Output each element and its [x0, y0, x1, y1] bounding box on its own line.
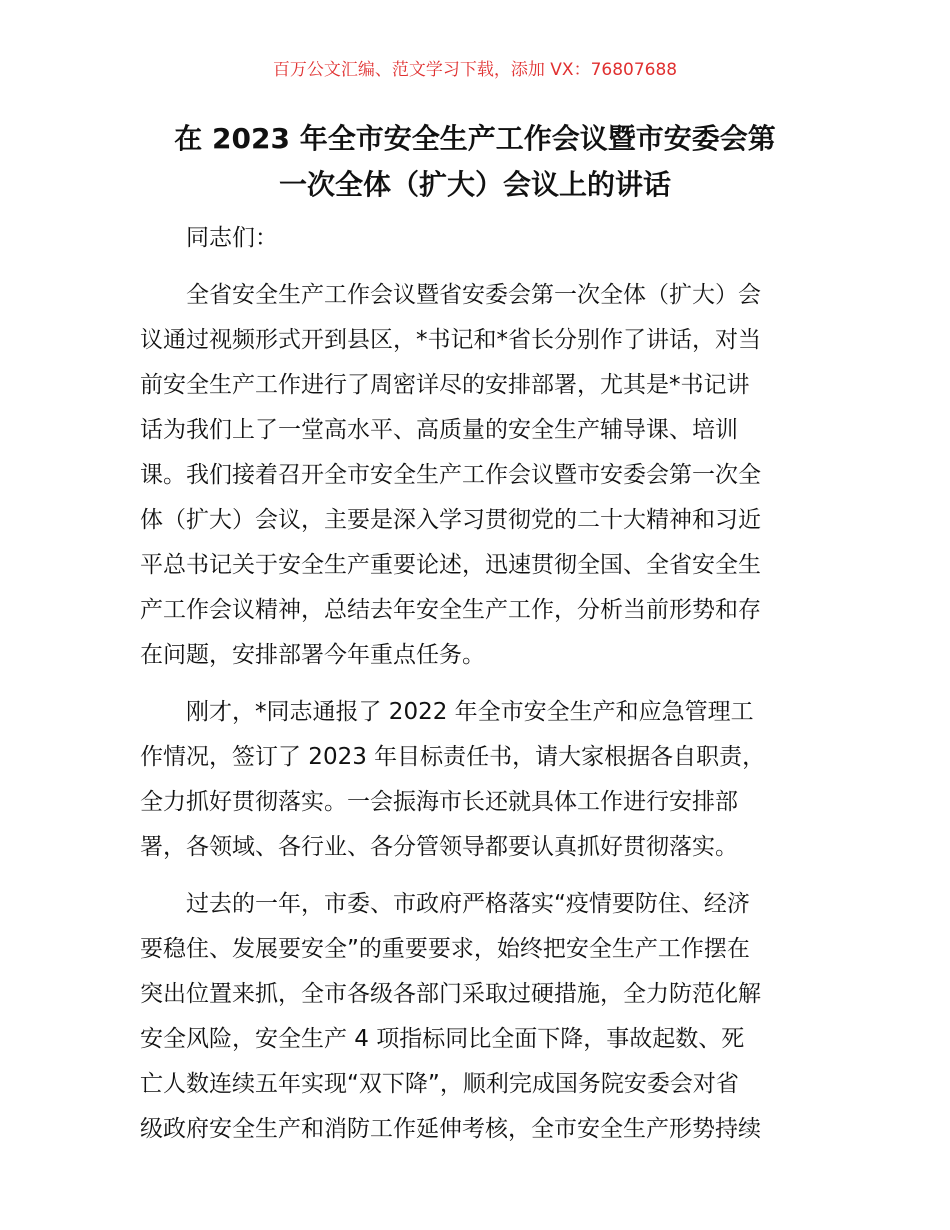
paragraph-line: 平总书记关于安全生产重要论述，迅速贯彻全国、全省安全生	[140, 552, 761, 578]
salutation	[140, 216, 812, 261]
salutation-text: 同志们：	[186, 225, 278, 251]
paragraph-line: 级政府安全生产和消防工作延伸考核，全市安全生产形势持续	[140, 1116, 761, 1142]
paragraph-line: 作情况，签订了 2023 年目标责任书，请大家根据各自职责，	[140, 744, 766, 770]
paragraph-line: 体（扩大）会议，主要是深入学习贯彻党的二十大精神和习近	[140, 507, 761, 533]
paragraph-line: 要稳住、发展要安全”的重要要求，始终把安全生产工作摆在	[140, 936, 750, 962]
paragraph-line: 安全风险，安全生产 4 项指标同比全面下降，事故起数、死	[140, 1026, 745, 1052]
paragraph-line: 产工作会议精神，总结去年安全生产工作，分析当前形势和存	[140, 597, 761, 623]
title-line: 在 2023 年全市安全生产工作会议暨市安委会第	[174, 122, 776, 155]
paragraph-3	[140, 882, 812, 1152]
paragraph-line: 在问题，安排部署今年重点任务。	[140, 642, 485, 668]
paragraph-line: 前安全生产工作进行了周密详尽的安排部署，尤其是*书记讲	[140, 372, 750, 398]
paragraph-line: 课。我们接着召开全市安全生产工作会议暨市安委会第一次全	[140, 462, 761, 488]
paragraph-line: 议通过视频形式开到县区，*书记和*省长分别作了讲话，对当	[140, 327, 761, 353]
paragraph-line: 话为我们上了一堂高水平、高质量的安全生产辅导课、培训	[140, 417, 738, 443]
title-line: 一次全体（扩大）会议上的讲话	[278, 168, 671, 201]
paragraph-2	[140, 690, 812, 870]
paragraph-line: 署，各领域、各行业、各分管领导都要认真抓好贯彻落实。	[140, 834, 738, 860]
paragraph-1	[140, 273, 812, 678]
paragraph-line: 刚才，*同志通报了 2022 年全市安全生产和应急管理工	[186, 699, 754, 725]
paragraph-line: 突出位置来抓，全市各级各部门采取过硬措施，全力防范化解	[140, 981, 761, 1007]
paragraph-line: 过去的一年，市委、市政府严格落实“疫情要防住、经济	[186, 891, 750, 917]
paragraph-line: 全力抓好贯彻落实。一会振海市长还就具体工作进行安排部	[140, 789, 738, 815]
paragraph-line: 全省安全生产工作会议暨省安委会第一次全体（扩大）会	[186, 282, 761, 308]
document-body	[140, 216, 812, 1164]
paragraph-line: 亡人数连续五年实现“双下降”，顺利完成国务院安委会对省	[140, 1071, 739, 1097]
header-watermark-note: 百万公文汇编、范文学习下载，添加 VX：76807688	[272, 60, 678, 80]
document-title	[120, 116, 830, 208]
